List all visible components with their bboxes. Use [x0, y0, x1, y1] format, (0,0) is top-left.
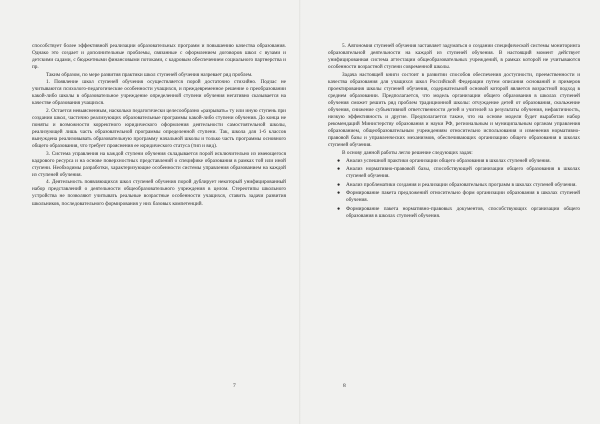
task-list-item: [328, 158, 580, 165]
task-list-item: [328, 182, 580, 189]
paragraph: 5. Автономия ступеней обучения заставляет задуматься о создании специфической системы мониторинга образовательной деятельности на каждой из ступеней обучения. В настоящий момент действует унифицированная система аттестации общеобразовательных учреждений, в рамках которой не учитываются особенности возрастной ступени современной школы.: [328, 43, 580, 71]
task-list: [328, 158, 580, 220]
right-page-text: [328, 43, 580, 157]
paragraph: 1. Появление школ ступеней обучения осуществляется порой достаточно стихийно. Подчас не учитываются психолого-педагогические особенности учащихся, и преждевременное решение о преобразовании какой-либо школы в образовательное учреждение определенной ступени обучения негативно сказывается на качестве образования учащихся.: [32, 79, 286, 107]
paragraph: Таким образом, по мере развития практики школ ступеней обучения назревает ряд проблем.: [46, 71, 253, 78]
bullet-icon: ●: [337, 190, 341, 197]
task-list-item: [328, 190, 580, 204]
paragraph: способствует более эффективной реализации образовательных программ и повышению качества образования. Однако это создает и дополнительные проблемы, связанные с оформлением договоров школ с вузами и детскими садами, с бюджетными финансовыми потоками, с кадровым обеспечением социального партнерства и пр.: [32, 43, 286, 71]
bullet-icon: ●: [337, 181, 341, 188]
bullet-icon: ●: [337, 206, 341, 213]
task-list-item-text: Анализ нормативно-правовой базы, способствующей организации общего образования в школах ступеней обучения.: [346, 166, 580, 180]
task-list-item-text: Формирование пакета предложений относительно форм организации образования в школах ступеней обучения.: [346, 190, 580, 204]
paragraph: Задача настоящей книги состоит в развитии способов обеспечения доступности, преемственности и качества образования для учащихся школ Российской Федерации путем описания оснований и примеров проектирования школы ступеней обучения, содержательной основой которой является возрастной подход в среднем образовании. Предполагается, что модель организации общего образования в школах ступеней обучения сможет решить ряд проблем традиционной школы: отчуждение детей от образования, скольжение обучения, снижение субъективной ответственности детей и учителей за результаты обучения, нефактичность, низкую эффективность и другие. Предполагается также, что на основе модели будет выработан набор рекомендаций Министерству образования и науки РФ, региональным и муниципальным органам управления образованием, общеобразовательным учреждениям относительно использования и изменения нормативно-правовой базы и управленческих механизмов, обеспечивающих организацию общего образования в школах ступеней обучения.: [328, 71, 580, 149]
left-page-text: [32, 43, 286, 208]
task-list-item: [328, 206, 580, 220]
paragraph: В основу данной работы легло решение следующих задач:: [342, 149, 473, 156]
paragraph: 3. Система управления на каждой ступени обучения складывается порой исключительно из имеющегося кадрового ресурса и на основе поверхностных представлений о специфике образования в рамках той или иной ступени. Необходимы разработки, характеризующие особенности системы управления образованием на каждой из ступеней обучения.: [32, 150, 286, 178]
bullet-icon: ●: [337, 157, 341, 164]
page-number-right: 8: [343, 383, 346, 389]
page-number-left: 7: [233, 383, 236, 389]
task-list-item: [328, 166, 580, 180]
paragraph: 2. Остается невыясненным, насколько педагогически целесообразно «разрывать» ту или иную ступень при создании школ, частично реализующих образовательные программы какой-либо ступени обучения. До конца не поняты и возможности корректного юридического оформления деятельности самостоятельной школы, реализующей лишь часть образовательной программы определенной ступени. Так, школа для 1-6 классов вынуждена реализовывать образовательную программу начальной школы и только часть программы основного общего образования, что требует прояснения ее юридического статуса (тип и вид).: [32, 107, 286, 150]
task-list-item-text: Анализ успешной практики организации общего образования в школах ступеней обучения.: [346, 157, 551, 164]
paragraph: 4. Деятельность появляющихся школ ступеней обучения порой дублирует некоторый унифицированный набор представлений о деятельности общеобразовательного учреждения в целом. Стереотипы школьного устройства не позволяют учитывать реальные возрастные особенности учащихся, ставить задачи развития школьников, последовательного формирования у них базовых компетенций.: [32, 179, 286, 207]
bullet-icon: ●: [337, 166, 341, 173]
task-list-item-text: Формирование пакета нормативно-правовых документов, способствующих организации общего образования в школах ступеней обучения.: [346, 206, 580, 220]
task-list-item-text: Анализ проблематики создания и реализации образовательных программ в школах ступеней обучения.: [346, 181, 577, 188]
right-page: [300, 0, 600, 424]
